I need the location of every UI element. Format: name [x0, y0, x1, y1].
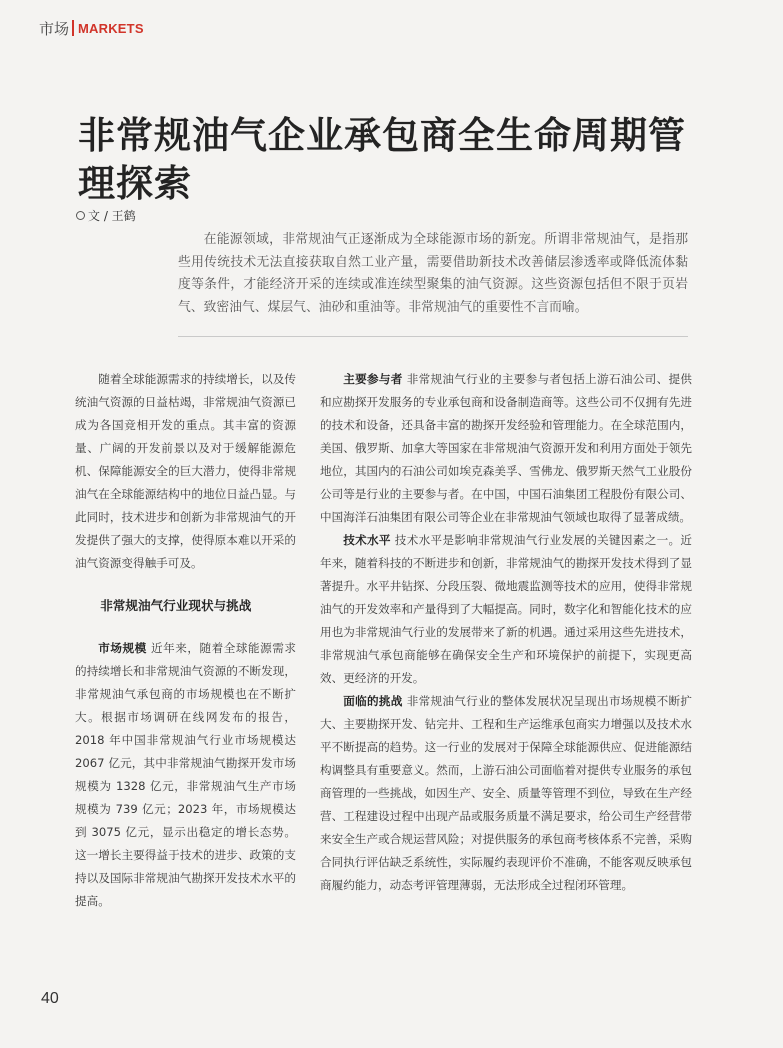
participants-paragraph [320, 368, 692, 529]
participants-text: 非常规油气行业的主要参与者包括上游石油公司、提供和应勘探开发服务的专业承包商和设备制造商等。这些公司不仅拥有先进的技术和设备，还具备丰富的勘探开发经验和管理能力。在全球范围内，美国、俄罗斯、加拿大等国家在非常规油气资源开发和利用方面处于领先地位，其国内的石油公司如埃克森美孚、雪佛龙、俄罗斯天然气工业股份公司等是行业的主要参与者。在中国，中国石油集团工程股份有限公司、中国海洋石油集团有限公司等企业在非常规油气领域也取得了显著成绩。 [320, 372, 692, 524]
byline [76, 207, 136, 224]
page-number: 40 [41, 990, 59, 1007]
abstract-divider [178, 336, 688, 337]
market-text: 近年来，随着全球能源需求的持续增长和非常规油气资源的不断发现，非常规油气承包商的市场规模也在不断扩大。根据市场调研在线网发布的报告，2018 年中国非常规油气行业市场规模达 2067 亿元，其中非常规油气勘探开发市场规模为 1328 亿元，非常规油气生产市场规模为 739 亿元；2023 年，市场规模达到 3075 亿元，显示出稳定的增长态势。这一增长主要得益于技术的进步、政策的支持以及国际非常规油气勘探开发技术水平的提高。 [75, 641, 296, 908]
byline-text: 文 / 王鹤 [88, 209, 136, 223]
article-title: 非常规油气企业承包商全生命周期管理探索 [78, 114, 686, 205]
section-header [39, 17, 144, 39]
section-heading: 非常规油气行业现状与挑战 [100, 598, 252, 613]
participants-lead: 主要参与者 [343, 372, 403, 386]
section-name-en: MARKETS [78, 20, 144, 36]
tech-paragraph [320, 529, 692, 690]
intro-paragraph: 随着全球能源需求的持续增长，以及传统油气资源的日益枯竭，非常规油气资源已成为各国竞相开发的重点。其丰富的资源量、广阔的开发前景以及对于缓解能源危机、保障能源安全的巨大潜力，使得非常规油气在全球能源结构中的地位日益凸显。与此同时，技术进步和创新为非常规油气的开发提供了强大的支撑，使得原本难以开采的油气资源变得触手可及。 [75, 372, 296, 570]
tech-text: 技术水平是影响非常规油气行业发展的关键因素之一。近年来，随着科技的不断进步和创新，非常规油气的勘探开发技术得到了显著提升。水平井钻探、分段压裂、微地震监测等技术的应用，使得非常规油气的开发效率和产量得到了大幅提高。同时，数字化和智能化技术的应用也为非常规油气行业的发展带来了新的机遇。通过采用这些先进技术，非常规油气承包商能够在确保安全生产和环境保护的前提下，实现更高效、更经济的开发。 [320, 533, 692, 685]
section-name-cn: 市场 [39, 19, 70, 38]
challenge-text: 非常规油气行业的整体发展状况呈现出市场规模不断扩大、主要勘探开发、钻完井、工程和生产运维承包商实力增强以及技术水平不断提高的趋势。这一行业的发展对于保障全球能源供应、促进能源结构调整具有重要意义。然而，上游石油公司面临着对提供专业服务的承包商管理的一些挑战，如因生产、安全、质量等管理不到位，导致在生产经营、工程建设过程中出现产品或服务质量不满足要求，给公司生产经营带来安全生产或合规运营风险；对提供服务的承包商考核体系不完善，采购合同执行评估缺乏系统性，实际履约表现评价不准确，不能客观反映承包商履约能力，动态考评管理薄弱，无法形成全过程闭环管理。 [320, 694, 692, 892]
market-lead: 市场规模 [98, 641, 147, 655]
right-column [320, 368, 692, 897]
market-paragraph [75, 637, 296, 913]
challenge-paragraph [320, 690, 692, 897]
challenge-lead: 面临的挑战 [343, 694, 403, 708]
abstract: 在能源领域，非常规油气正逐渐成为全球能源市场的新宠。所谓非常规油气，是指那些用传统技术无法直接获取自然工业产量，需要借助新技术改善储层渗透率或降低流体黏度等条件，才能经济开采的连续或准连续型聚集的油气资源。这些资源包括但不限于页岩气、致密油气、煤层气、油砂和重油等。非常规油气的重要性不言而喻。 [178, 232, 688, 315]
section-divider-bar [72, 20, 74, 36]
tech-lead: 技术水平 [343, 533, 391, 547]
byline-circle-icon [76, 211, 85, 220]
left-column [75, 368, 296, 913]
